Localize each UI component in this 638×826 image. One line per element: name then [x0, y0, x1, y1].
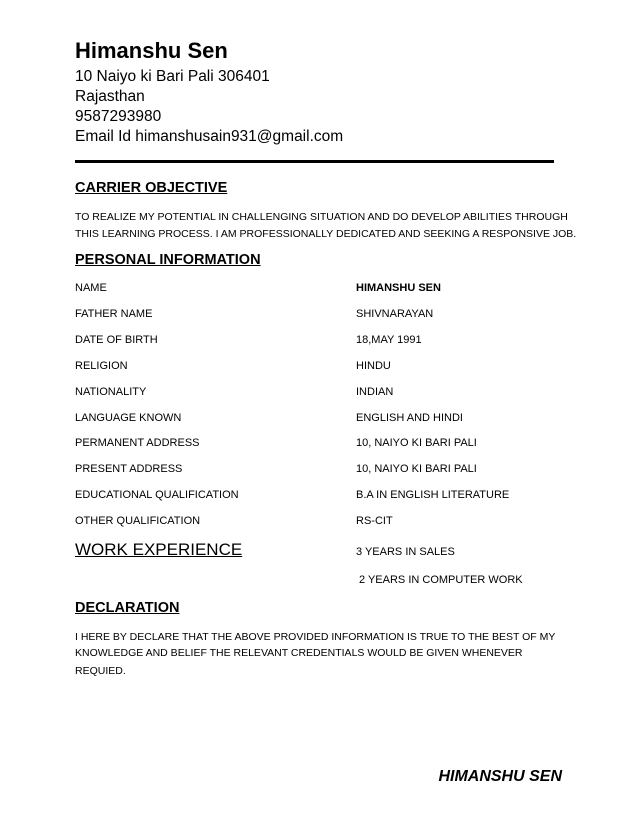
address-line-1: 10 Naiyo ki Bari Pali 306401	[75, 68, 270, 85]
applicant-name: Himanshu Sen	[75, 38, 228, 63]
row-value: B.A IN ENGLISH LITERATURE	[356, 489, 510, 501]
objective-line-1: TO REALIZE MY POTENTIAL IN CHALLENGING SITUATION AND DO DEVELOP ABILITIES THROUGH	[75, 211, 568, 223]
work-item: 3 YEARS IN SALES	[356, 546, 455, 558]
header-divider	[75, 160, 554, 163]
signature-name: HIMANSHU SEN	[438, 768, 562, 785]
row-label: FATHER NAME	[75, 308, 153, 320]
address-line-2: Rajasthan	[75, 88, 145, 105]
work-item: 2 YEARS IN COMPUTER WORK	[359, 574, 523, 586]
row-label: OTHER QUALIFICATION	[75, 515, 201, 527]
row-value: 10, NAIYO KI BARI PALI	[356, 463, 477, 475]
declaration-line-3: REQUIED.	[75, 665, 126, 677]
declaration-line-1: I HERE BY DECLARE THAT THE ABOVE PROVIDED INFORMATION IS TRUE TO THE BEST OF MY	[75, 631, 556, 643]
personal-info-heading: PERSONAL INFORMATION	[75, 252, 261, 268]
declaration-heading: DECLARATION	[75, 600, 180, 616]
row-value: INDIAN	[356, 386, 394, 398]
declaration-line-2: KNOWLEDGE AND BELIEF THE RELEVANT CREDENTIALS WOULD BE GIVEN WHENEVER	[75, 647, 523, 659]
row-value: ENGLISH AND HINDI	[356, 412, 463, 424]
phone-number: 9587293980	[75, 108, 162, 125]
row-value: 10, NAIYO KI BARI PALI	[356, 437, 477, 449]
row-label: DATE OF BIRTH	[75, 334, 158, 346]
row-value: HIMANSHU SEN	[356, 282, 441, 294]
work-experience-heading: WORK EXPERIENCE	[75, 540, 243, 559]
row-value: SHIVNARAYAN	[356, 308, 434, 320]
row-label: EDUCATIONAL QUALIFICATION	[75, 489, 239, 501]
row-label: PERMANENT ADDRESS	[75, 437, 200, 449]
row-label: RELIGION	[75, 360, 128, 372]
row-value: 18,MAY 1991	[356, 334, 422, 346]
email-line: Email Id himanshusain931@gmail.com	[75, 128, 344, 145]
objective-line-2: THIS LEARNING PROCESS. I AM PROFESSIONALLY DEDICATED AND SEEKING A RESPONSIVE JOB.	[75, 228, 577, 240]
row-label: LANGUAGE KNOWN	[75, 412, 182, 424]
objective-heading: CARRIER OBJECTIVE	[75, 180, 228, 196]
row-value: RS-CIT	[356, 515, 393, 527]
row-value: HINDU	[356, 360, 391, 372]
row-label: NATIONALITY	[75, 386, 147, 398]
row-label: NAME	[75, 282, 107, 294]
row-label: PRESENT ADDRESS	[75, 463, 183, 475]
